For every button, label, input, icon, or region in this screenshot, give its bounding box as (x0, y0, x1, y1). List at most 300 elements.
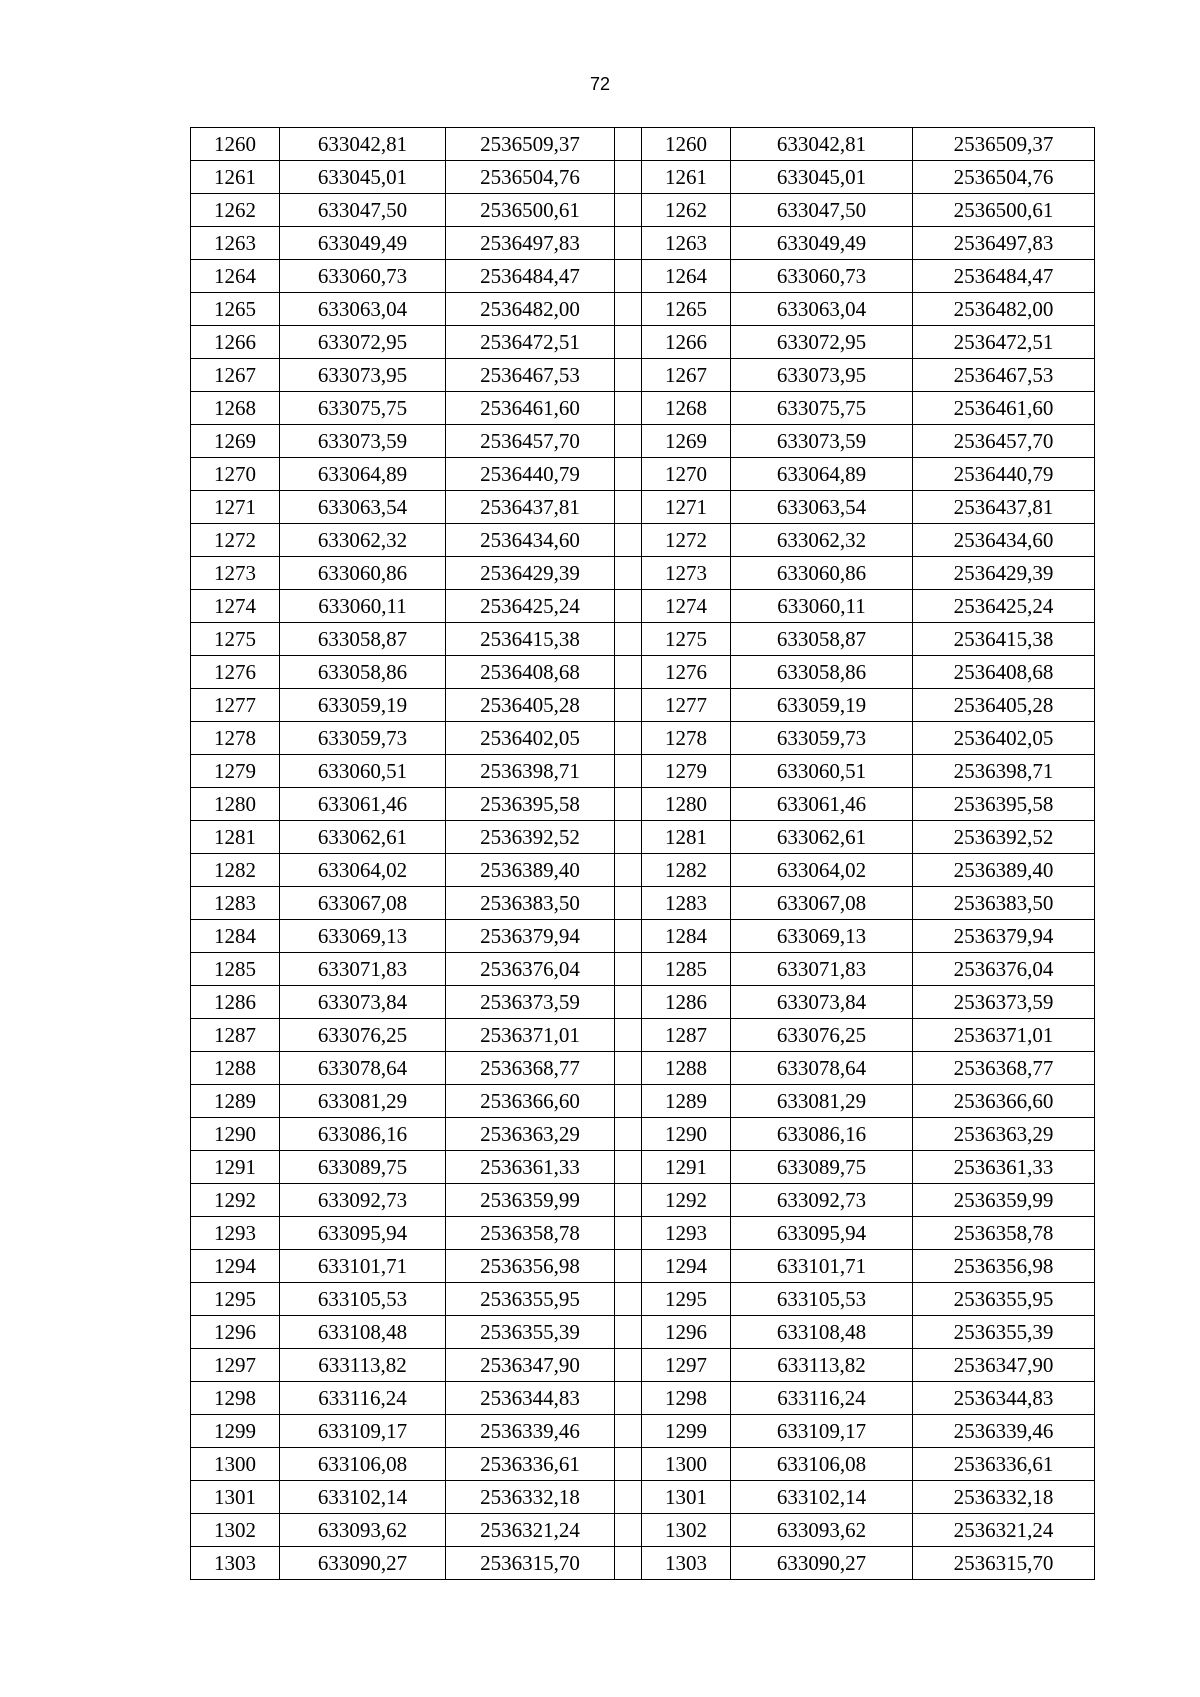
left-x-coordinate: 633076,25 (280, 1019, 446, 1052)
right-point-number: 1295 (642, 1283, 731, 1316)
table-row (191, 1184, 1095, 1217)
right-y-coordinate: 2536415,38 (913, 623, 1095, 656)
left-point-number: 1266 (191, 326, 280, 359)
right-point-number: 1303 (642, 1547, 731, 1580)
left-y-coordinate: 2536373,59 (446, 986, 615, 1019)
separator-cell (615, 524, 642, 557)
table-row (191, 260, 1095, 293)
right-y-coordinate: 2536402,05 (913, 722, 1095, 755)
right-y-coordinate: 2536440,79 (913, 458, 1095, 491)
right-point-number: 1281 (642, 821, 731, 854)
right-point-number: 1292 (642, 1184, 731, 1217)
right-y-coordinate: 2536497,83 (913, 227, 1095, 260)
right-y-coordinate: 2536504,76 (913, 161, 1095, 194)
left-y-coordinate: 2536405,28 (446, 689, 615, 722)
left-y-coordinate: 2536402,05 (446, 722, 615, 755)
left-y-coordinate: 2536359,99 (446, 1184, 615, 1217)
left-x-coordinate: 633073,59 (280, 425, 446, 458)
right-point-number: 1262 (642, 194, 731, 227)
left-x-coordinate: 633093,62 (280, 1514, 446, 1547)
right-y-coordinate: 2536359,99 (913, 1184, 1095, 1217)
separator-cell (615, 1382, 642, 1415)
separator-cell (615, 920, 642, 953)
right-point-number: 1291 (642, 1151, 731, 1184)
right-point-number: 1263 (642, 227, 731, 260)
left-x-coordinate: 633105,53 (280, 1283, 446, 1316)
left-y-coordinate: 2536497,83 (446, 227, 615, 260)
left-point-number: 1274 (191, 590, 280, 623)
left-y-coordinate: 2536484,47 (446, 260, 615, 293)
right-x-coordinate: 633073,84 (731, 986, 913, 1019)
right-point-number: 1300 (642, 1448, 731, 1481)
right-point-number: 1289 (642, 1085, 731, 1118)
separator-cell (615, 359, 642, 392)
left-point-number: 1293 (191, 1217, 280, 1250)
left-x-coordinate: 633058,86 (280, 656, 446, 689)
right-x-coordinate: 633090,27 (731, 1547, 913, 1580)
left-y-coordinate: 2536504,76 (446, 161, 615, 194)
separator-cell (615, 392, 642, 425)
table-row (191, 623, 1095, 656)
left-x-coordinate: 633061,46 (280, 788, 446, 821)
right-y-coordinate: 2536355,95 (913, 1283, 1095, 1316)
right-point-number: 1266 (642, 326, 731, 359)
left-point-number: 1277 (191, 689, 280, 722)
left-y-coordinate: 2536482,00 (446, 293, 615, 326)
left-point-number: 1270 (191, 458, 280, 491)
right-x-coordinate: 633062,32 (731, 524, 913, 557)
right-x-coordinate: 633108,48 (731, 1316, 913, 1349)
left-x-coordinate: 633078,64 (280, 1052, 446, 1085)
left-point-number: 1261 (191, 161, 280, 194)
right-point-number: 1261 (642, 161, 731, 194)
right-y-coordinate: 2536395,58 (913, 788, 1095, 821)
right-point-number: 1290 (642, 1118, 731, 1151)
right-x-coordinate: 633062,61 (731, 821, 913, 854)
right-x-coordinate: 633069,13 (731, 920, 913, 953)
left-y-coordinate: 2536379,94 (446, 920, 615, 953)
right-x-coordinate: 633063,54 (731, 491, 913, 524)
left-x-coordinate: 633101,71 (280, 1250, 446, 1283)
left-point-number: 1303 (191, 1547, 280, 1580)
right-point-number: 1288 (642, 1052, 731, 1085)
table-row (191, 1283, 1095, 1316)
right-y-coordinate: 2536429,39 (913, 557, 1095, 590)
left-y-coordinate: 2536461,60 (446, 392, 615, 425)
separator-cell (615, 1052, 642, 1085)
left-x-coordinate: 633063,04 (280, 293, 446, 326)
right-point-number: 1283 (642, 887, 731, 920)
separator-cell (615, 590, 642, 623)
separator-cell (615, 1118, 642, 1151)
table-row (191, 524, 1095, 557)
left-y-coordinate: 2536415,38 (446, 623, 615, 656)
left-x-coordinate: 633108,48 (280, 1316, 446, 1349)
right-x-coordinate: 633045,01 (731, 161, 913, 194)
right-x-coordinate: 633047,50 (731, 194, 913, 227)
right-y-coordinate: 2536371,01 (913, 1019, 1095, 1052)
left-y-coordinate: 2536500,61 (446, 194, 615, 227)
left-point-number: 1279 (191, 755, 280, 788)
left-point-number: 1276 (191, 656, 280, 689)
separator-cell (615, 128, 642, 161)
right-y-coordinate: 2536332,18 (913, 1481, 1095, 1514)
left-y-coordinate: 2536366,60 (446, 1085, 615, 1118)
separator-cell (615, 821, 642, 854)
right-x-coordinate: 633076,25 (731, 1019, 913, 1052)
table-row (191, 1151, 1095, 1184)
separator-cell (615, 425, 642, 458)
left-y-coordinate: 2536355,39 (446, 1316, 615, 1349)
left-x-coordinate: 633081,29 (280, 1085, 446, 1118)
table-row (191, 1217, 1095, 1250)
left-point-number: 1281 (191, 821, 280, 854)
left-point-number: 1300 (191, 1448, 280, 1481)
right-y-coordinate: 2536472,51 (913, 326, 1095, 359)
separator-cell (615, 260, 642, 293)
right-point-number: 1301 (642, 1481, 731, 1514)
right-point-number: 1277 (642, 689, 731, 722)
left-y-coordinate: 2536389,40 (446, 854, 615, 887)
table-row (191, 1415, 1095, 1448)
left-x-coordinate: 633073,84 (280, 986, 446, 1019)
left-x-coordinate: 633059,73 (280, 722, 446, 755)
right-point-number: 1273 (642, 557, 731, 590)
left-point-number: 1263 (191, 227, 280, 260)
right-y-coordinate: 2536355,39 (913, 1316, 1095, 1349)
left-point-number: 1267 (191, 359, 280, 392)
right-x-coordinate: 633095,94 (731, 1217, 913, 1250)
right-y-coordinate: 2536347,90 (913, 1349, 1095, 1382)
separator-cell (615, 1019, 642, 1052)
separator-cell (615, 1283, 642, 1316)
left-y-coordinate: 2536321,24 (446, 1514, 615, 1547)
table-row (191, 1448, 1095, 1481)
table-row (191, 689, 1095, 722)
left-x-coordinate: 633060,51 (280, 755, 446, 788)
right-point-number: 1264 (642, 260, 731, 293)
left-point-number: 1285 (191, 953, 280, 986)
right-point-number: 1276 (642, 656, 731, 689)
left-point-number: 1271 (191, 491, 280, 524)
right-point-number: 1294 (642, 1250, 731, 1283)
table-row (191, 392, 1095, 425)
left-y-coordinate: 2536509,37 (446, 128, 615, 161)
table-row (191, 590, 1095, 623)
right-x-coordinate: 633081,29 (731, 1085, 913, 1118)
right-y-coordinate: 2536321,24 (913, 1514, 1095, 1547)
right-point-number: 1275 (642, 623, 731, 656)
table-row (191, 1019, 1095, 1052)
right-x-coordinate: 633093,62 (731, 1514, 913, 1547)
right-y-coordinate: 2536363,29 (913, 1118, 1095, 1151)
right-x-coordinate: 633075,75 (731, 392, 913, 425)
table-row (191, 293, 1095, 326)
table-row (191, 1382, 1095, 1415)
left-point-number: 1286 (191, 986, 280, 1019)
right-x-coordinate: 633113,82 (731, 1349, 913, 1382)
left-y-coordinate: 2536429,39 (446, 557, 615, 590)
left-x-coordinate: 633113,82 (280, 1349, 446, 1382)
right-point-number: 1271 (642, 491, 731, 524)
right-point-number: 1272 (642, 524, 731, 557)
right-y-coordinate: 2536379,94 (913, 920, 1095, 953)
right-y-coordinate: 2536361,33 (913, 1151, 1095, 1184)
separator-cell (615, 986, 642, 1019)
right-x-coordinate: 633101,71 (731, 1250, 913, 1283)
right-y-coordinate: 2536425,24 (913, 590, 1095, 623)
left-x-coordinate: 633059,19 (280, 689, 446, 722)
left-point-number: 1287 (191, 1019, 280, 1052)
left-point-number: 1273 (191, 557, 280, 590)
left-y-coordinate: 2536434,60 (446, 524, 615, 557)
left-point-number: 1262 (191, 194, 280, 227)
right-point-number: 1270 (642, 458, 731, 491)
right-x-coordinate: 633067,08 (731, 887, 913, 920)
right-point-number: 1284 (642, 920, 731, 953)
left-y-coordinate: 2536358,78 (446, 1217, 615, 1250)
right-x-coordinate: 633061,46 (731, 788, 913, 821)
right-x-coordinate: 633071,83 (731, 953, 913, 986)
right-x-coordinate: 633058,86 (731, 656, 913, 689)
table-row (191, 953, 1095, 986)
left-y-coordinate: 2536392,52 (446, 821, 615, 854)
table-row (191, 755, 1095, 788)
right-x-coordinate: 633105,53 (731, 1283, 913, 1316)
left-x-coordinate: 633064,02 (280, 854, 446, 887)
right-x-coordinate: 633063,04 (731, 293, 913, 326)
right-x-coordinate: 633060,11 (731, 590, 913, 623)
right-point-number: 1282 (642, 854, 731, 887)
left-y-coordinate: 2536371,01 (446, 1019, 615, 1052)
table-row (191, 1349, 1095, 1382)
left-y-coordinate: 2536467,53 (446, 359, 615, 392)
right-y-coordinate: 2536461,60 (913, 392, 1095, 425)
table-row (191, 788, 1095, 821)
left-y-coordinate: 2536361,33 (446, 1151, 615, 1184)
left-point-number: 1291 (191, 1151, 280, 1184)
table-row (191, 1481, 1095, 1514)
right-point-number: 1287 (642, 1019, 731, 1052)
left-point-number: 1302 (191, 1514, 280, 1547)
left-point-number: 1292 (191, 1184, 280, 1217)
left-y-coordinate: 2536347,90 (446, 1349, 615, 1382)
separator-cell (615, 326, 642, 359)
separator-cell (615, 1415, 642, 1448)
left-point-number: 1288 (191, 1052, 280, 1085)
table-row (191, 359, 1095, 392)
left-x-coordinate: 633064,89 (280, 458, 446, 491)
right-y-coordinate: 2536383,50 (913, 887, 1095, 920)
right-y-coordinate: 2536356,98 (913, 1250, 1095, 1283)
left-y-coordinate: 2536457,70 (446, 425, 615, 458)
left-point-number: 1260 (191, 128, 280, 161)
left-point-number: 1282 (191, 854, 280, 887)
left-x-coordinate: 633049,49 (280, 227, 446, 260)
right-y-coordinate: 2536315,70 (913, 1547, 1095, 1580)
separator-cell (615, 161, 642, 194)
left-x-coordinate: 633062,32 (280, 524, 446, 557)
table-row (191, 1085, 1095, 1118)
left-point-number: 1280 (191, 788, 280, 821)
table-row (191, 722, 1095, 755)
separator-cell (615, 1481, 642, 1514)
right-y-coordinate: 2536434,60 (913, 524, 1095, 557)
right-y-coordinate: 2536457,70 (913, 425, 1095, 458)
left-y-coordinate: 2536383,50 (446, 887, 615, 920)
right-point-number: 1267 (642, 359, 731, 392)
right-y-coordinate: 2536368,77 (913, 1052, 1095, 1085)
right-point-number: 1274 (642, 590, 731, 623)
right-y-coordinate: 2536405,28 (913, 689, 1095, 722)
table-row (191, 986, 1095, 1019)
left-x-coordinate: 633047,50 (280, 194, 446, 227)
right-point-number: 1268 (642, 392, 731, 425)
table-row (191, 557, 1095, 590)
left-point-number: 1289 (191, 1085, 280, 1118)
table-row (191, 326, 1095, 359)
left-x-coordinate: 633060,73 (280, 260, 446, 293)
right-point-number: 1285 (642, 953, 731, 986)
right-x-coordinate: 633073,59 (731, 425, 913, 458)
right-y-coordinate: 2536437,81 (913, 491, 1095, 524)
right-y-coordinate: 2536376,04 (913, 953, 1095, 986)
right-y-coordinate: 2536408,68 (913, 656, 1095, 689)
left-x-coordinate: 633060,11 (280, 590, 446, 623)
separator-cell (615, 755, 642, 788)
separator-cell (615, 722, 642, 755)
separator-cell (615, 194, 642, 227)
separator-cell (615, 1349, 642, 1382)
table-row (191, 1316, 1095, 1349)
right-x-coordinate: 633109,17 (731, 1415, 913, 1448)
table-row (191, 128, 1095, 161)
left-x-coordinate: 633058,87 (280, 623, 446, 656)
table-row (191, 425, 1095, 458)
separator-cell (615, 788, 642, 821)
table-row (191, 920, 1095, 953)
separator-cell (615, 1217, 642, 1250)
left-point-number: 1297 (191, 1349, 280, 1382)
right-x-coordinate: 633086,16 (731, 1118, 913, 1151)
separator-cell (615, 887, 642, 920)
left-y-coordinate: 2536363,29 (446, 1118, 615, 1151)
separator-cell (615, 1184, 642, 1217)
left-x-coordinate: 633090,27 (280, 1547, 446, 1580)
table-row (191, 161, 1095, 194)
right-x-coordinate: 633073,95 (731, 359, 913, 392)
left-y-coordinate: 2536356,98 (446, 1250, 615, 1283)
left-point-number: 1269 (191, 425, 280, 458)
table-row (191, 458, 1095, 491)
right-point-number: 1269 (642, 425, 731, 458)
left-x-coordinate: 633102,14 (280, 1481, 446, 1514)
right-x-coordinate: 633102,14 (731, 1481, 913, 1514)
right-x-coordinate: 633106,08 (731, 1448, 913, 1481)
separator-cell (615, 557, 642, 590)
left-y-coordinate: 2536408,68 (446, 656, 615, 689)
separator-cell (615, 953, 642, 986)
right-y-coordinate: 2536482,00 (913, 293, 1095, 326)
left-x-coordinate: 633086,16 (280, 1118, 446, 1151)
right-x-coordinate: 633059,73 (731, 722, 913, 755)
left-point-number: 1294 (191, 1250, 280, 1283)
left-y-coordinate: 2536472,51 (446, 326, 615, 359)
right-y-coordinate: 2536389,40 (913, 854, 1095, 887)
right-point-number: 1298 (642, 1382, 731, 1415)
left-point-number: 1298 (191, 1382, 280, 1415)
separator-cell (615, 854, 642, 887)
right-x-coordinate: 633064,89 (731, 458, 913, 491)
separator-cell (615, 1085, 642, 1118)
right-x-coordinate: 633078,64 (731, 1052, 913, 1085)
left-y-coordinate: 2536355,95 (446, 1283, 615, 1316)
table-row (191, 227, 1095, 260)
coordinates-table-body (191, 128, 1095, 1580)
left-y-coordinate: 2536376,04 (446, 953, 615, 986)
left-y-coordinate: 2536437,81 (446, 491, 615, 524)
left-point-number: 1275 (191, 623, 280, 656)
right-point-number: 1293 (642, 1217, 731, 1250)
right-point-number: 1260 (642, 128, 731, 161)
left-point-number: 1268 (191, 392, 280, 425)
separator-cell (615, 656, 642, 689)
separator-cell (615, 689, 642, 722)
left-x-coordinate: 633072,95 (280, 326, 446, 359)
left-x-coordinate: 633092,73 (280, 1184, 446, 1217)
right-x-coordinate: 633060,51 (731, 755, 913, 788)
left-point-number: 1295 (191, 1283, 280, 1316)
right-point-number: 1279 (642, 755, 731, 788)
table-row (191, 491, 1095, 524)
right-x-coordinate: 633060,73 (731, 260, 913, 293)
left-x-coordinate: 633073,95 (280, 359, 446, 392)
left-x-coordinate: 633109,17 (280, 1415, 446, 1448)
left-x-coordinate: 633075,75 (280, 392, 446, 425)
left-point-number: 1283 (191, 887, 280, 920)
left-x-coordinate: 633071,83 (280, 953, 446, 986)
left-y-coordinate: 2536336,61 (446, 1448, 615, 1481)
left-point-number: 1284 (191, 920, 280, 953)
table-row (191, 1118, 1095, 1151)
left-x-coordinate: 633116,24 (280, 1382, 446, 1415)
separator-cell (615, 1547, 642, 1580)
left-y-coordinate: 2536425,24 (446, 590, 615, 623)
left-y-coordinate: 2536440,79 (446, 458, 615, 491)
left-x-coordinate: 633045,01 (280, 161, 446, 194)
right-point-number: 1302 (642, 1514, 731, 1547)
separator-cell (615, 1448, 642, 1481)
left-y-coordinate: 2536398,71 (446, 755, 615, 788)
left-y-coordinate: 2536395,58 (446, 788, 615, 821)
right-x-coordinate: 633072,95 (731, 326, 913, 359)
right-x-coordinate: 633089,75 (731, 1151, 913, 1184)
left-x-coordinate: 633042,81 (280, 128, 446, 161)
left-point-number: 1265 (191, 293, 280, 326)
right-x-coordinate: 633064,02 (731, 854, 913, 887)
right-point-number: 1265 (642, 293, 731, 326)
right-point-number: 1296 (642, 1316, 731, 1349)
left-x-coordinate: 633062,61 (280, 821, 446, 854)
separator-cell (615, 623, 642, 656)
table-row (191, 1514, 1095, 1547)
separator-cell (615, 458, 642, 491)
left-point-number: 1278 (191, 722, 280, 755)
right-y-coordinate: 2536339,46 (913, 1415, 1095, 1448)
right-x-coordinate: 633059,19 (731, 689, 913, 722)
table-row (191, 1052, 1095, 1085)
right-y-coordinate: 2536484,47 (913, 260, 1095, 293)
